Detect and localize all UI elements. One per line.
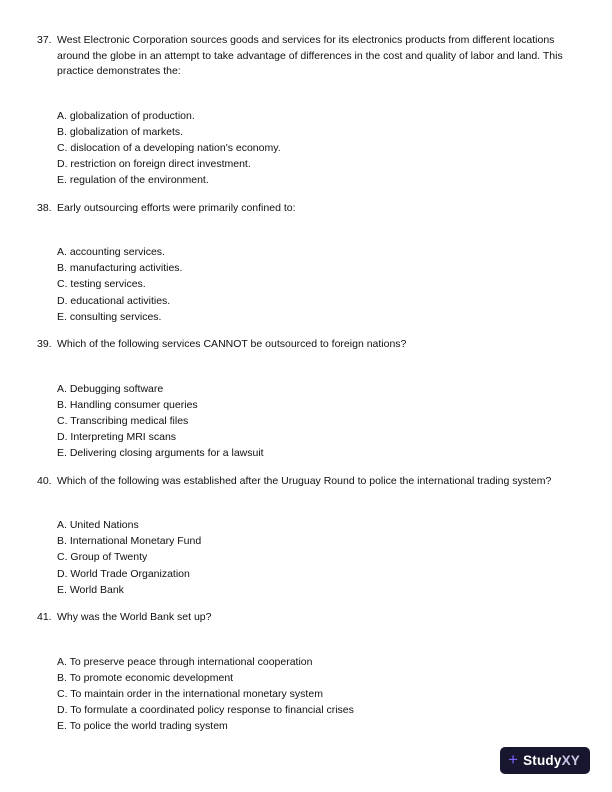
answer-option: C. To maintain order in the international monetary system — [57, 687, 323, 700]
options-list — [57, 654, 578, 735]
answer-option: B. International Monetary Fund — [57, 535, 202, 548]
question-head — [37, 201, 578, 217]
question-text: West Electronic Corporation sources goods and services for its electronics products from different locations around the globe in an attempt to take advantage of differences in the cost and quality of labor and land. This practice demonstrates the: — [57, 34, 563, 77]
question-block — [37, 337, 578, 462]
question-head — [37, 33, 578, 80]
answer-option: C. Group of Twenty — [57, 551, 148, 564]
answer-option: D. restriction on foreign direct investment. — [57, 158, 251, 171]
answer-option: B. manufacturing activities. — [57, 262, 183, 275]
options-list — [57, 517, 578, 598]
answer-option: C. Transcribing medical files — [57, 414, 189, 427]
answer-option: A. Debugging software — [57, 382, 164, 395]
logo-text-study: Study — [523, 753, 562, 768]
answer-option: B. Handling consumer queries — [57, 398, 198, 411]
answer-option: D. To formulate a coordinated policy response to financial crises — [57, 704, 354, 717]
question-block — [37, 474, 578, 599]
answer-option: E. consulting services. — [57, 310, 162, 323]
logo-text-xy: XY — [561, 753, 580, 768]
answer-option: E. World Bank — [57, 583, 124, 596]
question-block — [37, 201, 578, 326]
questions-list — [37, 33, 578, 735]
question-number: 40. — [37, 474, 52, 487]
options-list — [57, 381, 578, 462]
answer-option: C. testing services. — [57, 278, 146, 291]
answer-option: A. To preserve peace through international cooperation — [57, 655, 313, 668]
answer-option: A. accounting services. — [57, 246, 165, 259]
answer-option: B. globalization of markets. — [57, 125, 184, 138]
question-block — [37, 33, 578, 189]
logo-brand-text — [523, 753, 580, 768]
question-text: Which of the following was established after the Uruguay Round to police the international trading system? — [57, 474, 552, 487]
question-number: 41. — [37, 611, 52, 624]
plus-icon: + — [508, 750, 519, 769]
question-text: Why was the World Bank set up? — [57, 611, 212, 624]
answer-option: A. United Nations — [57, 519, 139, 532]
question-text: Early outsourcing efforts were primarily confined to: — [57, 201, 296, 214]
answer-option: D. World Trade Organization — [57, 567, 190, 580]
question-head — [37, 337, 578, 353]
answer-option: C. dislocation of a developing nation's economy. — [57, 141, 281, 154]
question-number: 38. — [37, 201, 52, 214]
question-head — [37, 474, 578, 490]
answer-option: E. To police the world trading system — [57, 720, 228, 733]
options-list — [57, 244, 578, 325]
question-number: 37. — [37, 34, 52, 46]
answer-option: D. educational activities. — [57, 294, 171, 307]
question-number: 39. — [37, 338, 52, 351]
question-text: Which of the following services CANNOT be outsourced to foreign nations? — [57, 338, 407, 351]
answer-option: D. Interpreting MRI scans — [57, 431, 177, 444]
studyxy-logo — [500, 747, 590, 774]
question-head — [37, 610, 578, 626]
answer-option: E. Delivering closing arguments for a lawsuit — [57, 447, 264, 460]
answer-option: B. To promote economic development — [57, 671, 234, 684]
options-list — [57, 108, 578, 189]
answer-option: A. globalization of production. — [57, 109, 195, 122]
question-block — [37, 610, 578, 735]
answer-option: E. regulation of the environment. — [57, 174, 209, 187]
